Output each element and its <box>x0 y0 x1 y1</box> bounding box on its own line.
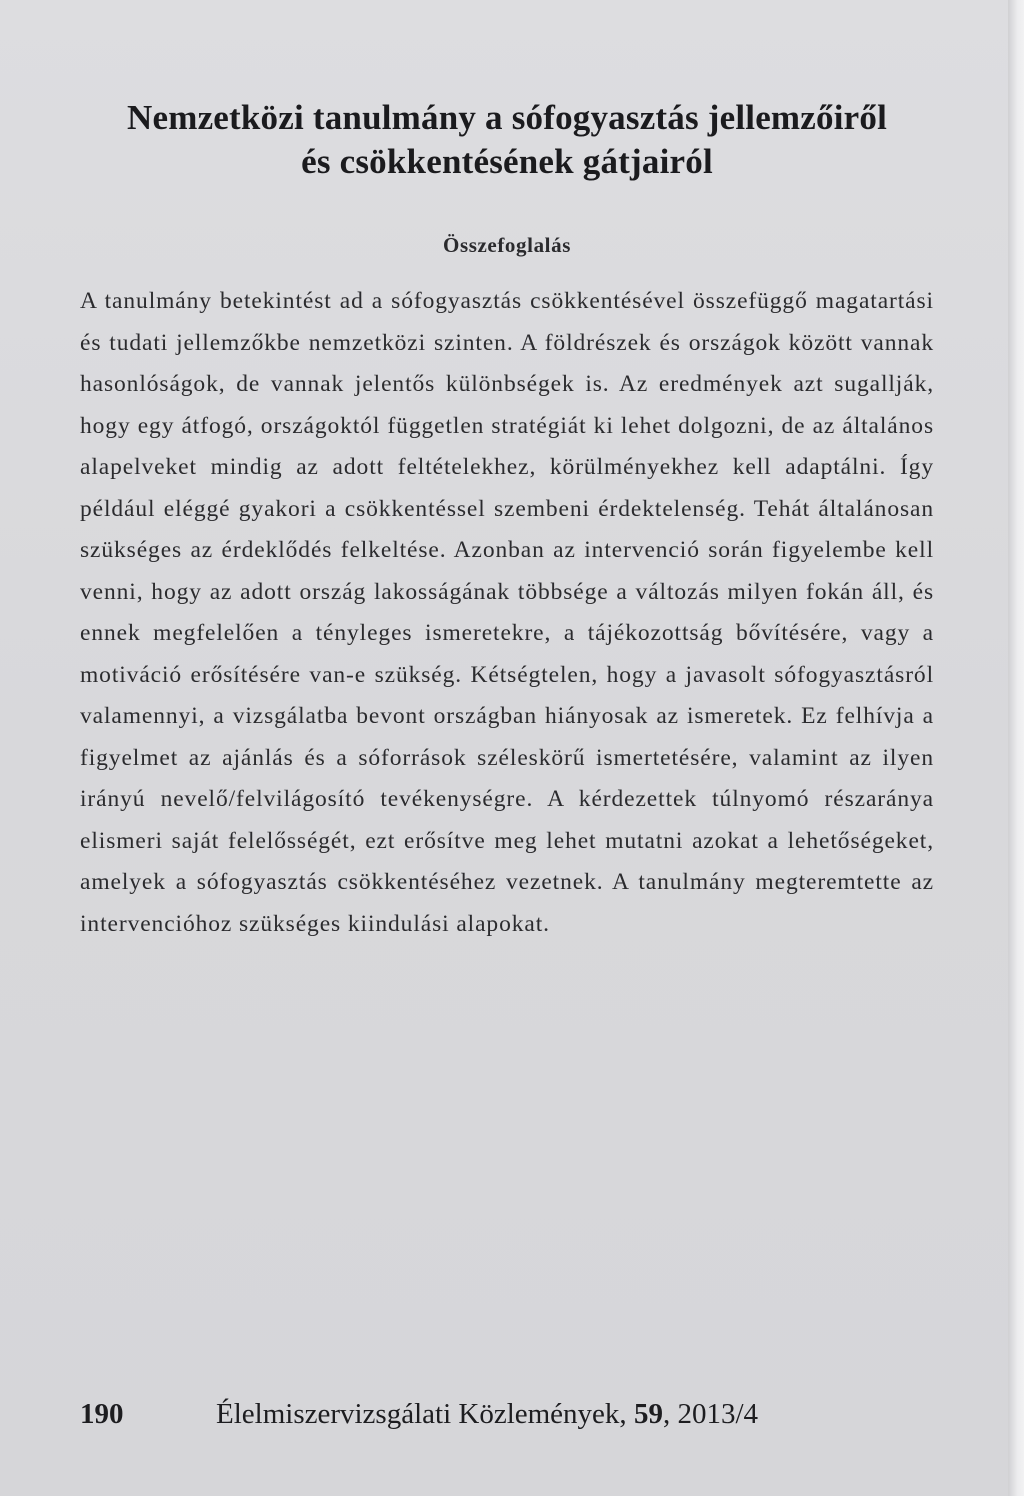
article-title-line-2: és csökkentésének gátjairól <box>301 142 713 181</box>
abstract-heading: Összefoglalás <box>443 233 571 257</box>
article-content <box>80 96 934 945</box>
journal-name: Élelmiszervizsgálati Közlemények, <box>216 1398 634 1430</box>
article-title-line-1: Nemzetközi tanulmány a sófogyasztás jellemzőiről <box>127 98 887 137</box>
journal-volume: 59 <box>633 1398 663 1430</box>
journal-issue: , 2013/4 <box>662 1398 758 1430</box>
page-edge <box>1008 0 1024 1496</box>
page-footer <box>80 1396 934 1432</box>
abstract-paragraph: A tanulmány betekintést ad a sófogyasztás csökkentésével összefüggő magatartási és tudati jellemzőkbe nemzetközi szinten. A földrészek és országok között vannak hasonlóságok, de vannak jelentős különbségek is. Az eredmények azt sugallják, hogy egy átfogó, országoktól független stratégiát ki lehet dolgozni, de az általános alapelveket mindig az adott feltételekhez, körülményekhez kell adaptálni. Így például eléggé gyakori a csökkentéssel szembeni érdektelenség. Tehát általánosan szükséges az érdeklődés felkeltése. Azonban az intervenció során figyelembe kell venni, hogy az adott ország lakosságának többsége a változás milyen fokán áll, és ennek megfelelően a tényleges ismeretekre, a tájékozottság bővítésére, vagy a motiváció erősítésére van-e szükség. Kétségtelen, hogy a javasolt sófogyasztásról valamennyi, a vizsgálatba bevont országban hiányosak az ismeretek. Ez felhívja a figyelmet az ajánlás és a sóforrások széleskörű ismertetésére, valamint az ilyen irányú nevelő/felvilágosító tevékenységre. A kérdezettek túlnyomó részaránya elismeri saját felelősségét, ezt erősítve meg lehet mutatni azokat a lehetőségeket, amelyek a sófogyasztás csökkentéséhez vezetnek. A tanulmány megteremtette az intervencióhoz szükséges kiindulási alapokat. <box>80 288 934 937</box>
article-title <box>80 96 934 184</box>
page-number: 190 <box>80 1398 124 1430</box>
